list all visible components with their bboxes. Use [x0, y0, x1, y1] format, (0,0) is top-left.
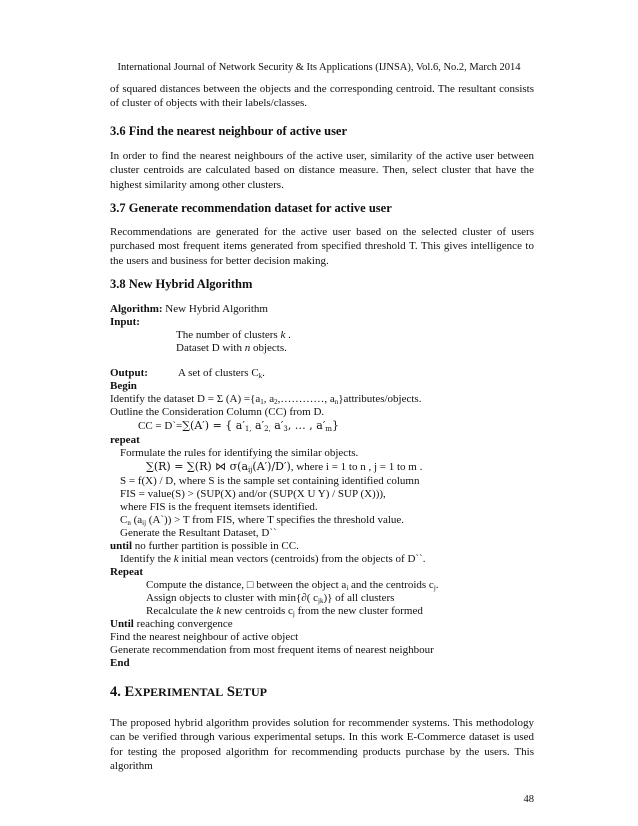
fis-line: FIS = value(S) > (SUP(X) and/or (SUP(X U Y) / SUP (X))),: [120, 488, 386, 500]
intro-paragraph: [110, 82, 534, 111]
intro-text: of squared distances between the objects and the corresponding centroid. The resultant consists of cluster of objects with their labels/classes.: [110, 83, 534, 110]
section-4-paragraph: The proposed hybrid algorithm provides solution for recommender systems. This methodology can be verified through various experimental setups. In this work E-Commerce dataset is used for testing the proposed algorithm for recommending products purchase by the users. This algorithm: [110, 717, 534, 773]
algorithm-label: Algorithm:: [110, 303, 163, 315]
threshold-line: $C_n$ ($a_{ij}$ (A`)) > T from FIS, where T specifies the threshold value.: [120, 514, 405, 527]
section-4-body: [110, 716, 534, 774]
input-label: Input:: [110, 316, 140, 328]
cc-formula-line: CC = D`=∑(A′) = { $a'_{1,}$ $a'_{2,}$ $a'_3$, … , $a'_m$}: [138, 419, 339, 433]
page-number: 48: [523, 794, 534, 805]
input-item-2: Dataset D with n objects.: [176, 342, 287, 354]
section-3-8: [110, 277, 534, 292]
generate-resultant-line: Generate the Resultant Dataset, D``: [120, 527, 277, 539]
generate-recommendation-line: Generate recommendation from most frequent items of nearest neighbour: [110, 644, 434, 656]
section-3-7: [110, 201, 534, 216]
section-4: [110, 684, 534, 701]
compute-distance-line: Compute the distance, □ between the object $a_i$ and the centroids $c_j$.: [146, 579, 439, 592]
outline-line: Outline the Consideration Column (CC) from D.: [110, 406, 325, 418]
repeat-keyword-1: repeat: [110, 434, 140, 446]
running-header: International Journal of Network Security & Its Applications (IJNSA), Vol.6, No.2, March 2014: [117, 62, 521, 73]
missing-glyph-box: □: [246, 579, 254, 591]
algorithm-name-line: [110, 302, 268, 316]
input-line: [110, 315, 140, 329]
section-3-7-heading: 3.7 Generate recommendation dataset for active user: [110, 201, 392, 215]
section-3-6-paragraph: In order to find the nearest neighbours of the active user, similarity of the active user between cluster centroids are calculated based on distance measure. Then, select cluster that have the highest similarity among other clusters.: [110, 150, 534, 191]
recalculate-line: Recalculate the k new centroids $c_j$ from the new cluster formed: [146, 605, 423, 618]
algorithm-name: New Hybrid Algorithm: [165, 303, 268, 315]
output-value: A set of clusters $C_k$.: [178, 367, 265, 380]
input-item-1: The number of clusters k .: [176, 329, 291, 341]
sample-set-line: S = f(X) / D, where S is the sample set containing identified column: [120, 475, 420, 487]
sum-formula-line: ∑(R) = ∑(R) ⋈ $\sigma(a_{ij}(A')/D')$, where i = 1 to n , j = 1 to m .: [146, 460, 423, 474]
formulate-line: Formulate the rules for identifying the similar objects.: [120, 447, 359, 459]
identify-dataset-line: Identify the dataset D = Σ $(A) =\{a_1$, $a_2,\dots\dots\dots\dots$, $a_n\}attributes$/objects.: [110, 393, 422, 406]
identify-centroids-line: Identify the k initial mean vectors (centroids) from the objects of D``.: [120, 553, 426, 565]
begin-keyword: Begin: [110, 380, 137, 392]
section-3-7-body: [110, 225, 534, 268]
until-line-1: until no further partition is possible in CC.: [110, 540, 299, 552]
output-line: [110, 366, 148, 380]
section-3-6-body: [110, 149, 534, 192]
section-4-heading: 4. EXPERIMENTAL SETUP: [110, 684, 268, 700]
find-neighbour-line: Find the nearest neighbour of active object: [110, 631, 299, 643]
fis-where-line: where FIS is the frequent itemsets identified.: [120, 501, 318, 513]
section-3-6-heading: 3.6 Find the nearest neighbour of active user: [110, 124, 348, 138]
repeat-keyword-2: Repeat: [110, 566, 143, 578]
output-label: Output:: [110, 367, 148, 379]
section-3-8-heading: 3.8 New Hybrid Algorithm: [110, 277, 253, 291]
end-keyword: End: [110, 657, 130, 669]
assign-objects-line: Assign objects to cluster with min{∂( $c_{jk}$)} of all clusters: [146, 592, 395, 605]
section-3-6: [110, 124, 534, 139]
section-3-7-paragraph: Recommendations are generated for the active user based on the selected cluster of users purchased most frequent items generated from specified threshold T. This gives intelligence to the users and business for better decision making.: [110, 226, 534, 267]
until-line-2: Until reaching convergence: [110, 618, 233, 630]
